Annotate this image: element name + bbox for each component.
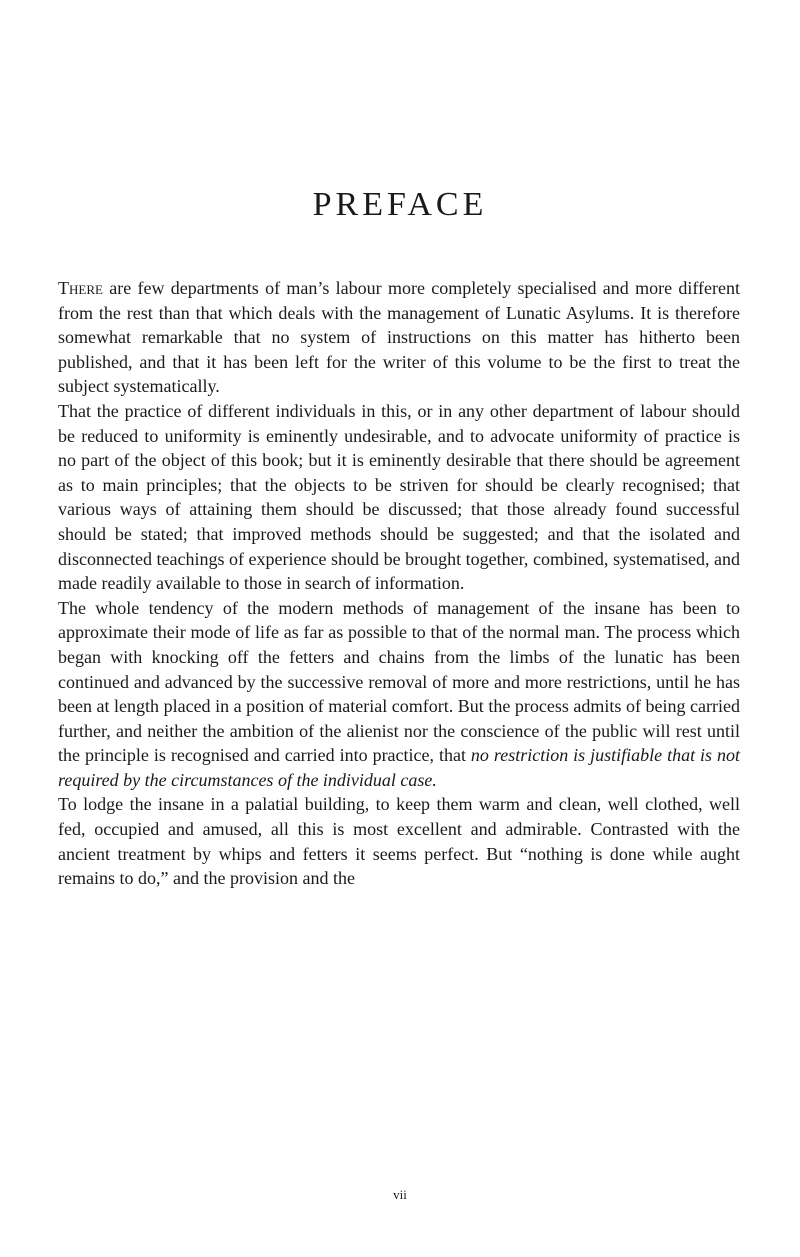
page-number: vii [393,1187,407,1202]
paragraph-3-italic: no restriction is justifiable that is not required by the circumstances of the individual case. [58,745,740,790]
lead-word: There [58,278,103,298]
body-text [58,276,740,891]
paragraph-2: That the practice of different individuals in this, or in any other department of labour should be reduced to uniformity is eminently undesirable, and to advocate uniformity of practice is no part of the object of this book; but it is eminently desirable that there should be agreement as to main principles; that the objects to be striven for should be clearly recognised; that various ways of attaining them should be discussed; that those already found successful should be stated; that improved methods should be suggested; and that the isolated and disconnected teachings of experience should be brought together, combined, systematised, and made readily available to those in search of information. [58,400,740,594]
paragraph-1 [58,276,740,399]
page-title: PREFACE [312,186,488,223]
paragraph-3 [58,596,740,793]
paragraph-3-text: The whole tendency of the modern methods of management of the insane has been to approximate their mode of life as far as possible to that of the normal man. The process which began with knocking off the fetters and chains from the limbs of the lunatic has been continued and advanced by the successive removal of more and more restrictions, until he has been at length placed in a position of material comfort. But the process admits of being carried further, and neither the ambition of the alienist nor the conscience of the public will rest until the principle is recognised and carried into practice, that [58,597,740,766]
paragraph-4: To lodge the insane in a palatial building, to keep them warm and clean, well clothed, well fed, occupied and amused, all this is most excellent and admirable. Contrasted with the ancient treatment by whips and fetters it seems perfect. But “nothing is done while aught remains to do,” and the provision and the [58,794,740,889]
paragraph-1-text: are few departments of man’s labour more completely specialised and more different from the rest than that which deals with the management of Lunatic Asylums. It is therefore somewhat remarkable that no system of instructions on this matter has hitherto been published, and that it has been left for the writer of this volume to be the first to treat the subject systematically. [58,278,740,397]
